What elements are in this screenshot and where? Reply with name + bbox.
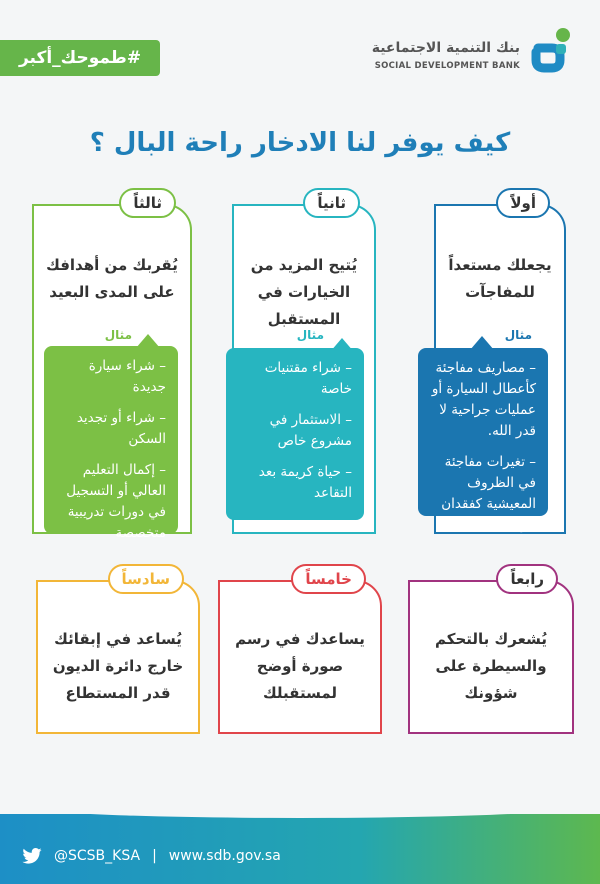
card-heading: يُساعد في إبقائك خارج دائرة الديون قدر المستطاع <box>52 630 184 702</box>
twitter-icon[interactable] <box>22 848 42 864</box>
card-label: سادساً <box>108 564 184 594</box>
example-label: مثال <box>104 328 132 342</box>
example-item: – شراء مقتنيات خاصة <box>264 360 352 397</box>
logo-mark-icon <box>530 26 576 80</box>
card-label: ثالثاً <box>119 188 176 218</box>
card-label: رابعاً <box>496 564 558 594</box>
example-box <box>226 348 364 520</box>
footer-contact <box>22 848 281 864</box>
card-heading: يُتيح المزيد من الخيارات في المستقبل <box>250 256 358 328</box>
footer <box>0 814 600 884</box>
card-fifth <box>218 570 382 734</box>
footer-separator: | <box>152 848 157 864</box>
logo-arabic-text: بنك التنمية الاجتماعية <box>371 40 520 56</box>
example-item: – إكمال التعليم العالي أو التسجيل في دورات تدريبية متخصصة <box>66 462 166 541</box>
card-label: أولاً <box>496 188 550 218</box>
card-sixth <box>36 570 200 734</box>
example-item: – شراء سيارة جديدة <box>88 358 166 395</box>
website-link[interactable]: www.sdb.gov.sa <box>168 848 281 864</box>
example-item: – مصاريف مفاجئة كأعطال السيارة أو عمليات جراحية لا قدر الله. <box>431 360 536 439</box>
example-box <box>418 348 548 533</box>
hashtag-banner: #طموحك_أكبر <box>0 40 160 76</box>
footer-wave <box>0 804 600 818</box>
twitter-handle[interactable]: @SCSB_KSA <box>54 848 141 864</box>
card-heading: يُشعرك بالتحكم والسيطرة على شؤونك <box>435 630 547 702</box>
page-title: كيف يوفر لنا الادخار راحة البال ؟ <box>89 128 511 158</box>
example-item: – الاستثمار في مشروع خاص <box>269 412 352 449</box>
example-label: مثال <box>504 328 532 342</box>
card-heading: يجعلك مستعداً للمفاجآت <box>448 256 552 301</box>
example-item: – حياة كريمة بعد التقاعد <box>258 464 352 501</box>
example-box <box>44 346 178 541</box>
example-label: مثال <box>296 328 324 342</box>
card-label: ثانياً <box>303 188 360 218</box>
card-heading: يُقربك من أهدافك على المدى البعيد <box>46 256 178 301</box>
logo-english-text: SOCIAL DEVELOPMENT BANK <box>374 61 520 71</box>
example-item: – تغيرات مفاجئة في الظروف المعيشية كفقدان الوظيفة. <box>441 454 536 533</box>
example-item: – شراء أو تجديد السكن <box>76 410 166 447</box>
card-label: خامساً <box>291 564 366 594</box>
bank-logo <box>316 26 576 82</box>
card-heading: يساعدك في رسم صورة أوضح لمستقبلك <box>235 630 365 702</box>
card-fourth <box>408 570 574 734</box>
